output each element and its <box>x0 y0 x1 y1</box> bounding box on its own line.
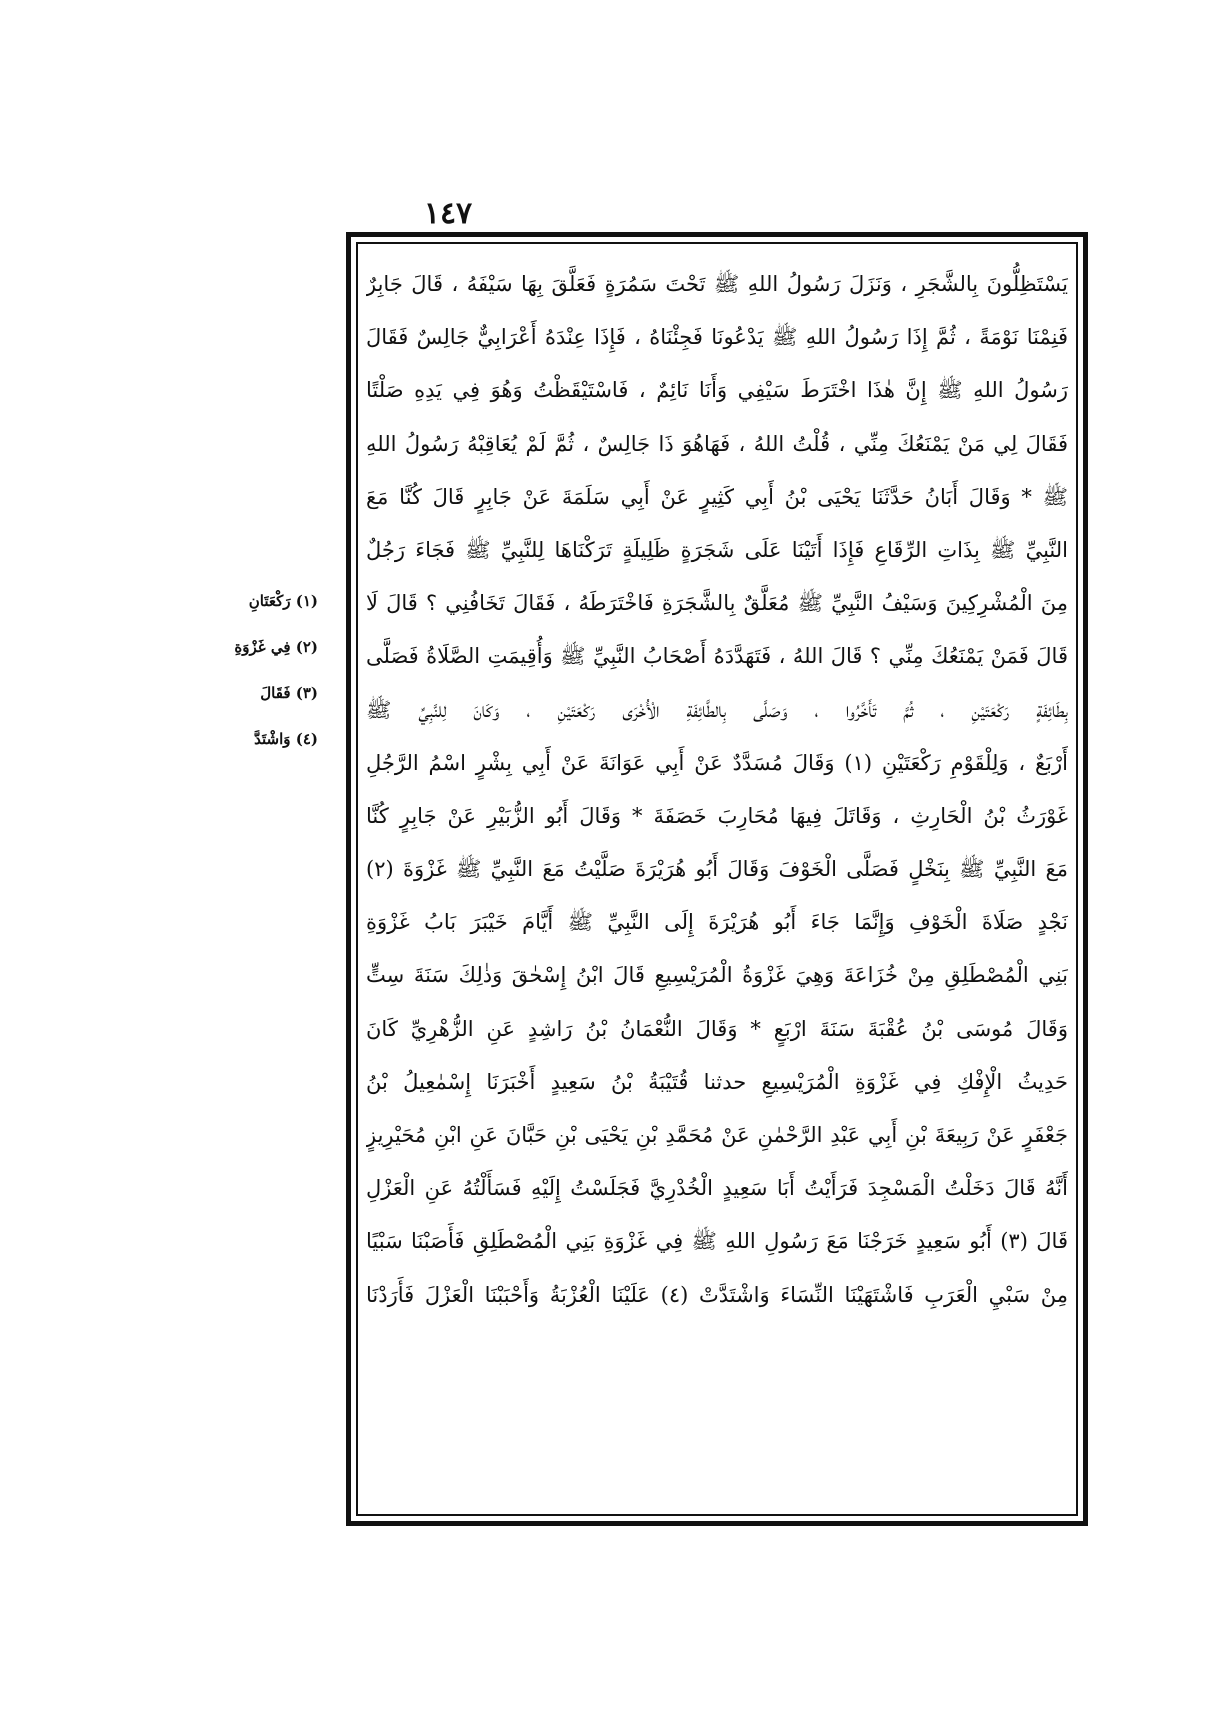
text-line: قَالَ (٣) أَبُو سَعِيدٍ خَرَجْنَا مَعَ رَسُولِ اللهِ ﷺ فِي غَزْوَةِ بَنِي الْمُصْطَلِقِ فَأَصَبْنَا سَبْيًا <box>366 1229 1068 1254</box>
text-line: وَقَالَ مُوسَى بْنُ عُقْبَةَ سَنَةَ ارْبَعٍ * وَقَالَ النُّعْمَانُ بْنُ رَاشِدٍ عَنِ الزُّهْرِيِّ كَانَ <box>366 1016 1068 1041</box>
text-line: بِطَائِفَةٍ رَكْعَتَيْنِ ، ثُمَّ تَأَخَّرُوا ، وَصَلَّى بِالطَّائِفَةِ الْأُخْرَى رَكْعَتَيْنِ ، وَكَانَ لِلنَّبِيِّ ﷺ <box>366 697 1068 722</box>
margin-note: (٤) وَاشْتَدَّ <box>254 730 318 748</box>
text-line: مِنْ سَبْيِ الْعَرَبِ فَاشْتَهَيْنَا النِّسَاءَ وَاشْتَدَّتْ (٤) عَلَيْنَا الْعُزْبَةُ وَأَحْبَبْنَا الْعَزْلَ فَأَرَدْنَا <box>366 1282 1068 1307</box>
text-line: غَوْرَثُ بْنُ الْحَارِثِ ، وَقَاتَلَ فِيهَا مُحَارِبَ خَصَفَةَ * وَقَالَ أَبُو الزُّبَيْرِ عَنْ جَابِرٍ كُنَّا <box>366 803 1068 828</box>
margin-note: (٣) فَقَالَ <box>260 684 318 702</box>
text-line: فَنِمْنَا نَوْمَةً ، ثُمَّ إِذَا رَسُولُ اللهِ ﷺ يَدْعُونَا فَجِئْنَاهُ ، فَإِذَا عِنْدَهُ أَعْرَابِيٌّ جَالِسٌ فَقَالَ <box>366 325 1068 350</box>
text-line: يَسْتَظِلُّونَ بِالشَّجَرِ ، وَنَزَلَ رَسُولُ اللهِ ﷺ تَحْتَ سَمُرَةٍ فَعَلَّقَ بِهَا سَيْفَهُ ، قَالَ جَابِرٌ <box>366 272 1068 296</box>
text-line: قَالَ فَمَنْ يَمْنَعُكَ مِنِّي ؟ قَالَ اللهُ ، فَتَهَدَّدَهُ أَصْحَابُ النَّبِيِّ ﷺ وَأُقِيمَتِ الصَّلَاةُ فَصَلَّى <box>366 644 1068 669</box>
text-line: أَرْبَعٌ ، وَلِلْقَوْمِ رَكْعَتَيْنِ (١) وَقَالَ مُسَدَّدٌ عَنْ أَبِي عَوَانَةَ عَنْ أَبِي بِشْرٍ اسْمُ الرَّجُلِ <box>366 750 1068 775</box>
margin-note: (١) رَكْعَتَانِ <box>248 592 318 610</box>
margin-note: (٢) فِي غَزْوَةِ <box>234 638 318 656</box>
text-line: مِنَ الْمُشْرِكِينَ وَسَيْفُ النَّبِيِّ ﷺ مُعَلَّقٌ بِالشَّجَرَةِ فَاخْتَرَطَهُ ، فَقَالَ تَخَافُنِي ؟ قَالَ لَا <box>366 591 1068 616</box>
text-line: رَسُولُ اللهِ ﷺ إِنَّ هٰذَا اخْتَرَطَ سَيْفِي وَأَنَا نَائِمٌ ، فَاسْتَيْقَظْتُ وَهُوَ فِي يَدِهِ صَلْتًا <box>366 378 1068 403</box>
text-line: مَعَ النَّبِيِّ ﷺ بِنَخْلٍ فَصَلَّى الْخَوْفَ وَقَالَ أَبُو هُرَيْرَةَ صَلَّيْتُ مَعَ النَّبِيِّ ﷺ غَزْوَةَ (٢) <box>366 857 1068 882</box>
text-line: فَقَالَ لِي مَنْ يَمْنَعُكَ مِنِّي ، قُلْتُ اللهُ ، فَهَاهُوَ ذَا جَالِسٌ ، ثُمَّ لَمْ يُعَاقِبْهُ رَسُولُ اللهِ <box>366 431 1068 456</box>
text-line: بَنِي الْمُصْطَلِقِ مِنْ خُزَاعَةَ وَهِيَ غَزْوَةُ الْمُرَيْسِيعِ قَالَ ابْنُ إِسْحٰقَ وَذٰلِكَ سَنَةَ سِتٍّ <box>366 963 1068 988</box>
text-line: نَجْدٍ صَلَاةَ الْخَوْفِ وَإِنَّمَا جَاءَ أَبُو هُرَيْرَةَ إِلَى النَّبِيِّ ﷺ أَيَّامَ خَيْبَرَ بَابُ غَزْوَةِ <box>366 910 1068 935</box>
text-line: حَدِيثُ الْإِفْكِ فِي غَزْوَةِ الْمُرَيْسِيعِ حدثنا قُتَيْبَةُ بْنُ سَعِيدٍ أَخْبَرَنَا إِسْمٰعِيلُ بْنُ <box>366 1069 1068 1094</box>
page-number: ١٤٧ <box>423 196 473 231</box>
margin-notes <box>178 578 318 762</box>
text-line: جَعْفَرٍ عَنْ رَبِيعَةَ بْنِ أَبِي عَبْدِ الرَّحْمٰنِ عَنْ مُحَمَّدِ بْنِ يَحْيَى بْنِ حَبَّانَ عَنِ ابْنِ مُحَيْرِيزٍ <box>366 1123 1068 1147</box>
text-line: النَّبِيِّ ﷺ بِذَاتِ الرِّقَاعِ فَإِذَا أَتَيْنَا عَلَى شَجَرَةٍ ظَلِيلَةٍ تَرَكْنَاهَا لِلنَّبِيِّ ﷺ فَجَاءَ رَجُلٌ <box>366 537 1068 562</box>
main-text <box>366 258 1068 1508</box>
text-line: ﷺ * وَقَالَ أَبَانُ حَدَّثَنَا يَحْيَى بْنُ أَبِي كَثِيرٍ عَنْ أَبِي سَلَمَةَ عَنْ جَابِرٍ قَالَ كُنَّا مَعَ <box>366 484 1068 509</box>
text-line: أَنَّهُ قَالَ دَخَلْتُ الْمَسْجِدَ فَرَأَيْتُ أَبَا سَعِيدٍ الْخُدْرِيَّ فَجَلَسْتُ إِلَيْهِ فَسَأَلْتُهُ عَنِ الْعَزْلِ <box>366 1176 1068 1201</box>
